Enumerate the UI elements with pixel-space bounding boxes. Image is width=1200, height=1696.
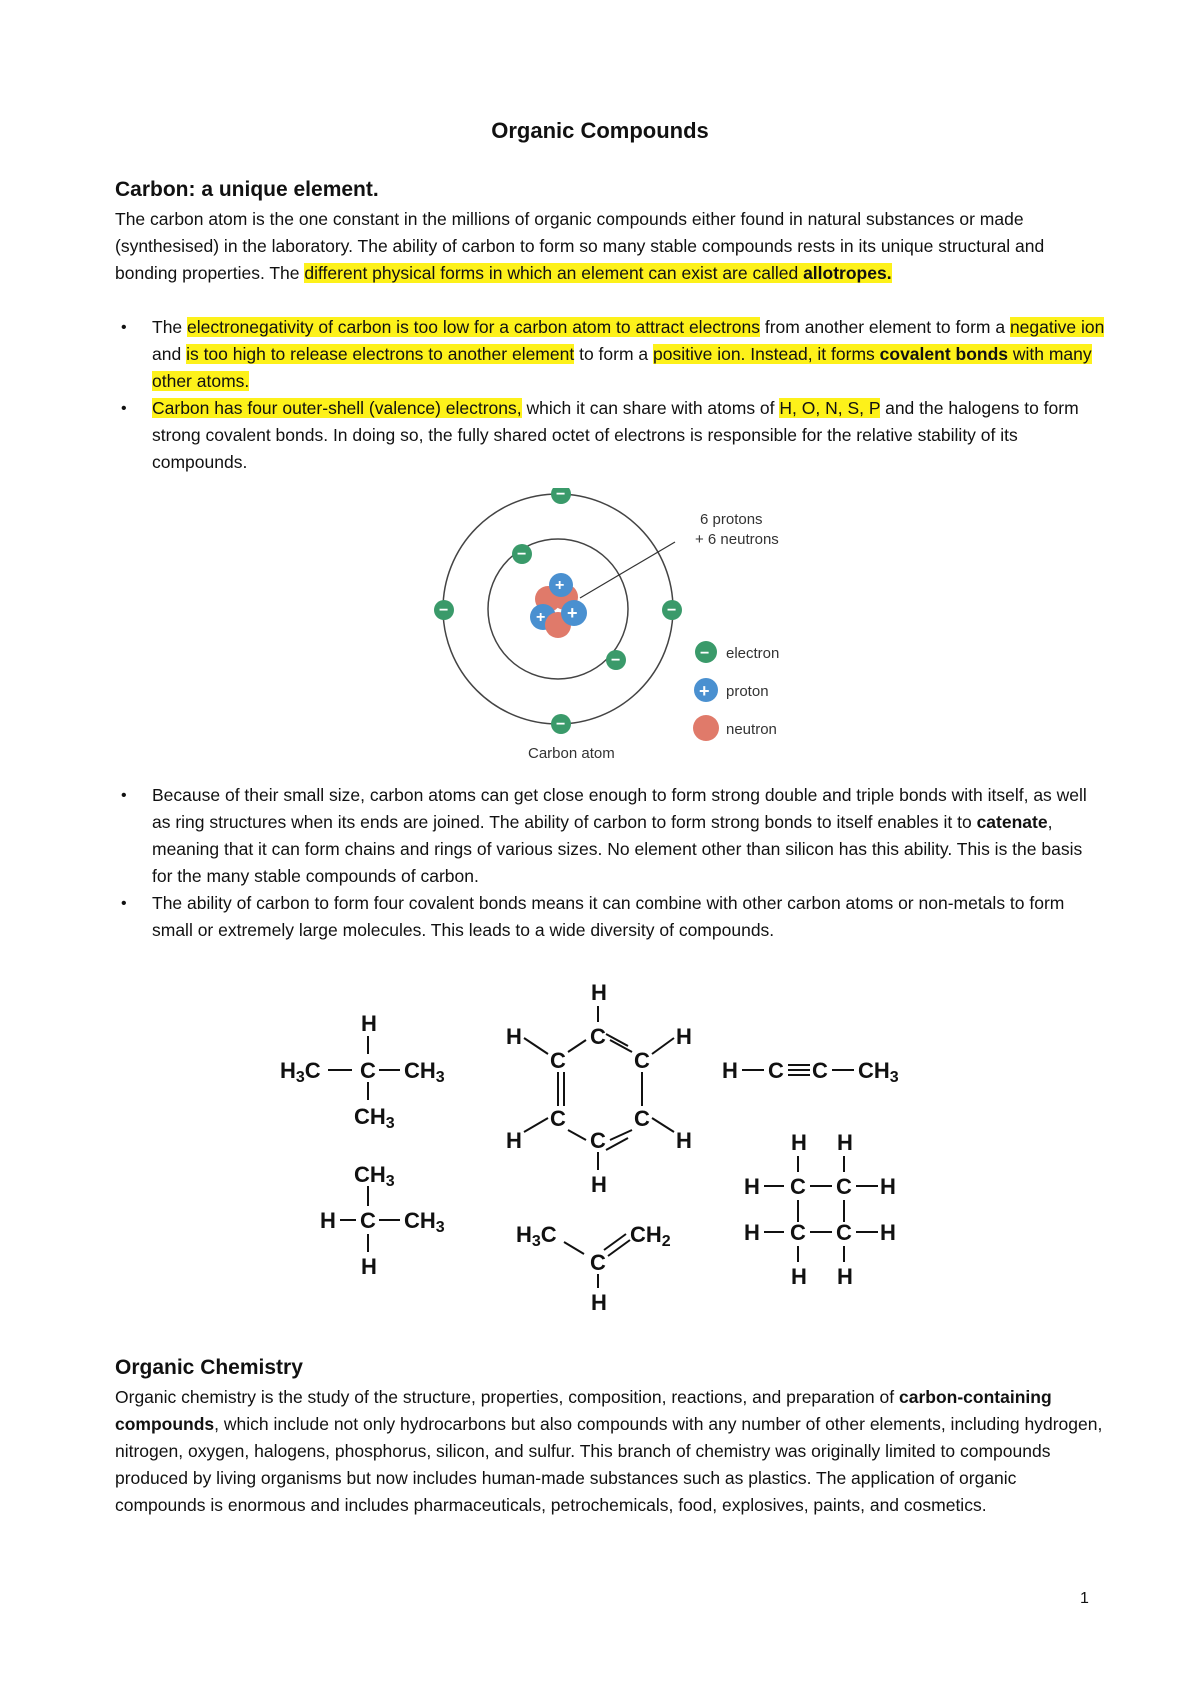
bullet-dot-icon: • [121,895,127,912]
page-title: Organic Compounds [491,118,709,143]
svg-text:−: − [556,488,566,503]
svg-text:CH3: CH3 [858,1058,899,1086]
svg-text:CH3: CH3 [354,1162,395,1190]
electron-icons [434,488,682,734]
figure-caption: Carbon atom [528,745,615,762]
bullet-list-1 [115,314,1105,476]
bullet-valence: • Carbon has four outer-shell (valence) electrons, which it can share with atoms of H, O, N, S, P and the halogens to form strong covalent bonds. In doing so, the fully shared octet of electrons is responsible for the relative stability of its compounds. [115,395,1105,476]
legend-proton-label: proton [726,683,769,700]
svg-text:H: H [320,1208,336,1233]
svg-text:C: C [590,1024,606,1049]
bullet-dot-icon: • [121,787,127,804]
svg-text:H: H [361,1254,377,1279]
intro-bold-term: allotropes. [803,263,892,283]
svg-text:−: − [667,602,677,619]
svg-text:H: H [880,1174,896,1199]
svg-text:−: − [700,645,710,662]
structural-formulas-figure [280,972,940,1312]
bullet-dot-icon: • [121,319,127,336]
svg-text:C: C [790,1220,806,1245]
svg-text:−: − [517,546,527,563]
propyne-structure [722,1058,899,1086]
propene-structure [516,1222,671,1312]
svg-text:H: H [837,1264,853,1289]
svg-text:CH3: CH3 [404,1058,445,1086]
svg-text:H: H [591,1172,607,1197]
svg-text:−: − [556,716,566,733]
svg-text:+: + [536,609,546,626]
legend-neutron-label: neutron [726,721,777,738]
legend-electron-label: electron [726,645,780,662]
benzene-structure [506,980,692,1197]
svg-text:C: C [634,1048,650,1073]
carbon-atom-figure [430,488,820,768]
nucleus-label-protons: 6 protons [700,511,763,528]
legend [693,641,779,741]
page-number: 1 [1080,1590,1089,1607]
svg-text:CH2: CH2 [630,1222,671,1250]
bullet-catenation: • Because of their small size, carbon atoms can get close enough to form strong double and triple bonds with itself, as well as ring structures when its ends are joined. The ability of carbon to form strong bonds to itself enables it to catenate, meaning that it can form chains and rings of various sizes. No element other than silicon has this ability. This is the basis for the many stable compounds of carbon. [115,782,1105,890]
intro-paragraph [115,206,1105,287]
bullet-electronegativity: • The electronegativity of carbon is too low for a carbon atom to attract electrons from another element to form a negative ion and is too high to release electrons to another element to form a positive ion. Instead, it forms covalent bonds with many other atoms. [115,314,1105,395]
svg-text:C: C [360,1058,376,1083]
svg-text:H: H [506,1024,522,1049]
svg-text:H: H [722,1058,738,1083]
cyclobutane-structure [744,1130,896,1289]
svg-text:+: + [699,681,710,701]
svg-text:H: H [361,1011,377,1036]
svg-text:C: C [360,1208,376,1233]
svg-text:−: − [439,602,449,619]
bullet-four-bonds: • The ability of carbon to form four covalent bonds means it can combine with other carbon atoms or non-metals to form small or extremely large molecules. This leads to a wide diversity of compounds. [115,890,1105,944]
svg-text:H: H [506,1128,522,1153]
svg-text:C: C [812,1058,828,1083]
section-heading-organic-chemistry: Organic Chemistry [115,1356,303,1379]
svg-text:H: H [744,1220,760,1245]
svg-text:H: H [591,1290,607,1312]
svg-text:C: C [634,1106,650,1131]
svg-text:H3C: H3C [280,1058,321,1086]
svg-text:C: C [836,1174,852,1199]
intro-highlight: different physical forms in which an element can exist are called [304,263,804,283]
svg-text:CH3: CH3 [404,1208,445,1236]
svg-text:CH3: CH3 [354,1104,395,1132]
svg-text:H: H [744,1174,760,1199]
svg-text:H: H [676,1024,692,1049]
svg-text:H3C: H3C [516,1222,557,1250]
svg-text:H: H [791,1130,807,1155]
svg-text:+: + [567,603,578,623]
svg-text:C: C [790,1174,806,1199]
svg-text:H: H [591,980,607,1005]
intro-text: The carbon atom is the one constant in the millions of organic compounds either found in natural substances or made (synthesised) in the laboratory. The ability of carbon to form so many stable compounds rests in its unique structural and bonding properties. The [115,209,1045,283]
isobutane-structure [280,1011,445,1132]
svg-text:H: H [837,1130,853,1155]
svg-text:−: − [611,652,621,669]
svg-text:+: + [555,577,565,594]
svg-text:C: C [836,1220,852,1245]
svg-text:H: H [676,1128,692,1153]
nucleus-icon [530,573,587,638]
svg-text:H: H [880,1220,896,1245]
isobutane-structure-2 [320,1162,445,1279]
svg-text:H: H [791,1264,807,1289]
svg-text:C: C [550,1048,566,1073]
svg-text:C: C [590,1250,606,1275]
nucleus-label-neutrons: + 6 neutrons [695,531,779,548]
svg-text:C: C [590,1128,606,1153]
bullet-dot-icon: • [121,400,127,417]
bullet-list-2 [115,782,1105,944]
svg-text:C: C [550,1106,566,1131]
section-heading-carbon: Carbon: a unique element. [115,178,379,201]
organic-chemistry-paragraph: Organic chemistry is the study of the structure, properties, composition, reactions, and preparation of carbon-containing compounds, which include not only hydrocarbons but also compounds with any number of other elements, including hydrogen, nitrogen, oxygen, halogens, phosphorus, silicon, and sulfur. This branch of chemistry was originally limited to compounds produced by living organisms but now includes human-made substances such as plastics. The application of organic compounds is enormous and includes pharmaceuticals, petrochemicals, food, explosives, paints, and cosmetics. [115,1387,1103,1515]
svg-text:C: C [768,1058,784,1083]
